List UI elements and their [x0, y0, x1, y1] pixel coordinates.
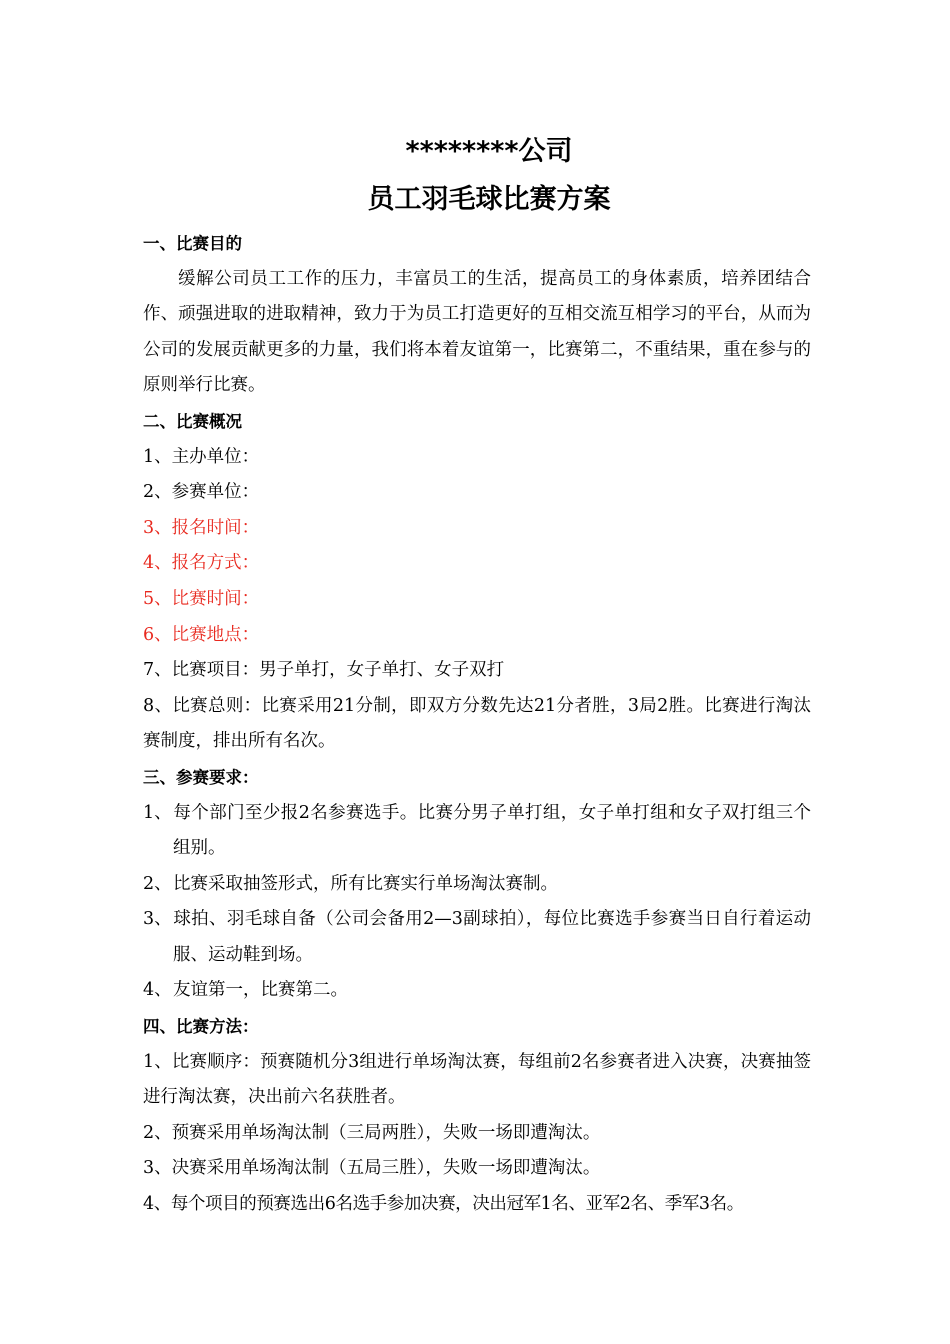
method-item: 2、预赛采用单场淘汰制（三局两胜），失败一场即遭淘汰。	[143, 1122, 601, 1143]
overview-item-match-time: 5、比赛时间：	[143, 588, 260, 609]
document-title: 员工羽毛球比赛方案	[367, 184, 611, 215]
requirement-item: 2、比赛采取抽签形式，所有比赛实行单场淘汰赛制。	[143, 873, 558, 894]
requirement-item: 4、友谊第一，比赛第二。	[143, 980, 348, 1001]
method-item: 3、决赛采用单场淘汰制（五局三胜），失败一场即遭淘汰。	[143, 1158, 601, 1179]
document-page	[143, 128, 811, 1223]
section-heading-overview: 二、比赛概况	[143, 411, 242, 431]
overview-item-rules: 8、比赛总则：比赛采用21分制，即双方分数先达21分者胜，3局2胜。比赛进行淘汰赛制度，排出所有名次。	[143, 695, 811, 752]
requirement-item: 1、每个部门至少报2名参赛选手。比赛分男子单打组，女子单打组和女子双打组三个组别。	[143, 802, 811, 859]
method-item: 4、每个项目的预赛选出6名选手参加决赛，决出冠军1名、亚军2名、季军3名。	[143, 1194, 744, 1215]
section-heading-requirements: 三、参赛要求：	[143, 767, 259, 787]
section-heading-purpose: 一、比赛目的	[143, 234, 242, 253]
overview-item-match-venue: 6、比赛地点：	[143, 624, 260, 645]
overview-item-events: 7、比赛项目：男子单打，女子单打、女子双打	[143, 660, 505, 681]
overview-item-registration-method: 4、报名方式：	[143, 553, 260, 574]
method-item: 1、比赛顺序：预赛随机分3组进行单场淘汰赛，每组前2名参赛者进入决赛，决赛抽签进行淘汰赛，决出前六名获胜者。	[143, 1051, 811, 1108]
section-heading-methods: 四、比赛方法：	[143, 1017, 259, 1037]
purpose-paragraph: 缓解公司员工工作的压力，丰富员工的生活，提高员工的身体素质，培养团结合作、顽强进取的进取精神，致力于为员工打造更好的互相交流互相学习的平台，从而为公司的发展贡献更多的力量，我们将本着友谊第一，比赛第二，不重结果，重在参与的原则举行比赛。	[143, 268, 811, 396]
overview-item-participants: 2、参赛单位：	[143, 482, 260, 503]
overview-item-organizer: 1、主办单位：	[143, 446, 260, 467]
overview-item-registration-time: 3、报名时间：	[143, 517, 260, 538]
requirement-item: 3、球拍、羽毛球自备（公司会备用2—3副球拍），每位比赛选手参赛当日自行着运动服、运动鞋到场。	[143, 909, 811, 965]
company-title: ********公司	[405, 136, 573, 167]
